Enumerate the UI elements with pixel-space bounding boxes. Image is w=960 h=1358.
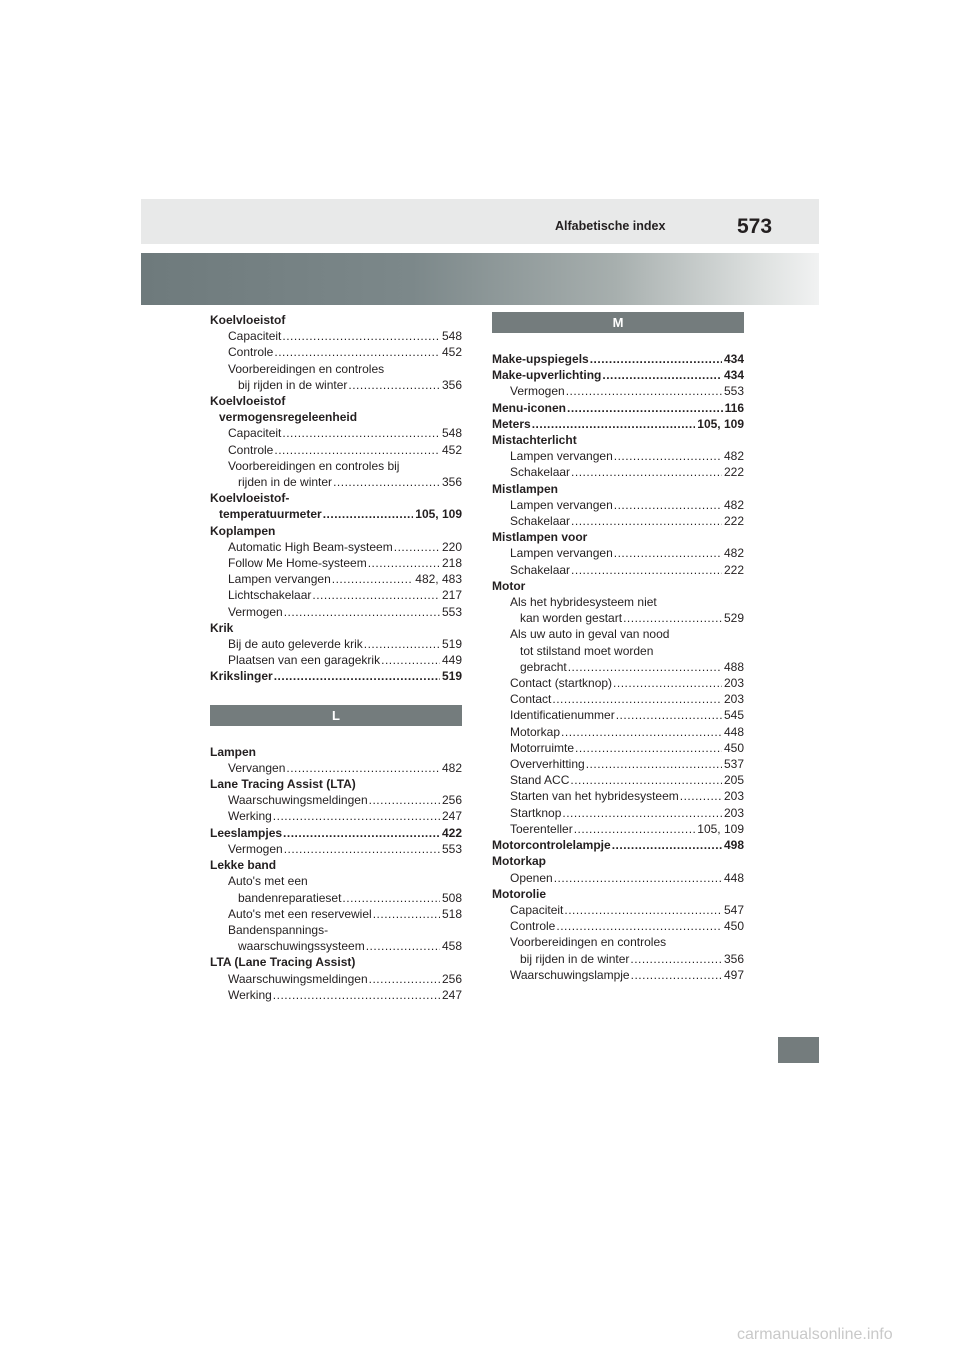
entry-label: Als uw auto in geval van nood (510, 627, 670, 642)
entry-label: Vermogen (228, 841, 283, 856)
entry-label: Controle (510, 919, 556, 934)
index-heading-entry (210, 393, 462, 409)
dot-leader (364, 636, 440, 652)
page-reference[interactable]: 518 (441, 906, 462, 921)
dot-leader (571, 464, 722, 480)
index-sub-entry (210, 922, 462, 938)
dot-leader (373, 906, 440, 922)
index-heading-entry (210, 668, 462, 684)
index-heading-entry (210, 490, 462, 506)
index-sub-entry (492, 918, 744, 934)
index-sub-entry (492, 545, 744, 561)
entry-label: Bij de auto geleverde krik (228, 637, 363, 652)
dot-leader (680, 788, 722, 804)
dot-leader (282, 425, 440, 441)
dot-leader (568, 659, 722, 675)
page-reference[interactable]: 458 (441, 939, 462, 954)
index-heading-entry (210, 744, 462, 760)
page-reference[interactable]: 482 (723, 449, 744, 464)
page-reference[interactable]: 448 (723, 724, 744, 739)
dot-leader (566, 383, 722, 399)
entry-label: Oververhitting (510, 757, 585, 772)
page-reference[interactable]: 222 (723, 514, 744, 529)
entry-label: Vermogen (510, 384, 565, 399)
page-reference[interactable]: 218 (441, 556, 462, 571)
index-heading-entry (210, 312, 462, 328)
entry-label: Vervangen (228, 760, 286, 775)
dot-leader (614, 497, 722, 513)
entry-label: Motorruimte (510, 740, 575, 755)
entry-label: Make-upverlichting (492, 368, 602, 383)
entry-label: Stand ACC (510, 773, 570, 788)
entry-label: Motorkap (492, 854, 546, 869)
entry-label: Lichtschakelaar (228, 588, 312, 603)
dot-leader (630, 951, 722, 967)
page-reference[interactable]: 203 (723, 692, 744, 707)
entry-label: Openen (510, 870, 553, 885)
page-reference[interactable]: 450 (723, 740, 744, 755)
entry-label: Motorolie (492, 886, 546, 901)
index-heading-entry (492, 481, 744, 497)
entry-label: Capaciteit (228, 426, 282, 441)
letter-heading: L (210, 705, 462, 726)
index-heading-entry (492, 367, 744, 383)
entry-label: Waarschuwingsmeldingen (228, 971, 368, 986)
index-heading-entry (492, 529, 744, 545)
entry-label: Mistachterlicht (492, 433, 577, 448)
index-sub-entry (492, 934, 744, 950)
dot-leader (556, 918, 722, 934)
entry-label: kan worden gestart (520, 611, 623, 626)
page-reference[interactable]: 519 (441, 669, 462, 684)
index-heading-entry (492, 886, 744, 902)
dot-leader (564, 902, 722, 918)
section-title: Alfabetische index (555, 219, 666, 233)
entry-label: Contact (startknop) (510, 676, 613, 691)
page-reference[interactable]: 488 (723, 659, 744, 674)
dot-leader (274, 344, 440, 360)
index-sub-entry (210, 636, 462, 652)
entry-label: temperatuurmeter (219, 507, 322, 522)
index-heading-entry (492, 853, 744, 869)
index-sub-entry (210, 792, 462, 808)
index-heading-entry (492, 400, 744, 416)
index-sub-entry (492, 756, 744, 772)
index-sub-entry (210, 652, 462, 668)
page-reference[interactable]: 434 (723, 368, 744, 383)
page-reference[interactable]: 498 (723, 838, 744, 853)
index-sub-entry (492, 643, 744, 659)
page-reference[interactable]: 482 (441, 760, 462, 775)
dot-leader (570, 772, 722, 788)
dot-leader (369, 971, 440, 987)
entry-label: Auto's met een reservewiel (228, 906, 372, 921)
index-sub-entry (210, 873, 462, 889)
entry-label: Automatic High Beam-systeem (228, 539, 393, 554)
page-reference[interactable]: 434 (723, 352, 744, 366)
entry-label: Koplampen (210, 523, 276, 538)
index-sub-entry (210, 987, 462, 1003)
index-sub-entry (492, 870, 744, 886)
index-sub-entry (210, 571, 462, 587)
entry-label: rijden in de winter (238, 475, 333, 490)
page-reference[interactable]: 116 (724, 400, 744, 415)
dot-leader (614, 448, 722, 464)
page-number: 573 (737, 215, 773, 238)
page-reference[interactable]: 482 (723, 497, 744, 512)
dot-leader (273, 808, 440, 824)
dot-leader (586, 756, 722, 772)
index-sub-entry (492, 902, 744, 918)
index-sub-entry (492, 805, 744, 821)
page-reference[interactable]: 356 (441, 377, 462, 392)
entry-label: Mistlampen (492, 481, 559, 496)
index-heading-entry (492, 837, 744, 853)
page-reference[interactable]: 247 (441, 987, 462, 1002)
entry-label: Krikslinger (210, 669, 273, 684)
dot-leader (612, 837, 722, 853)
letter-heading: M (492, 312, 744, 333)
index-sub-entry (492, 691, 744, 707)
page-reference[interactable]: 508 (441, 890, 462, 905)
entry-label: Identificatienummer (510, 708, 615, 723)
dot-leader (366, 938, 440, 954)
dot-leader (554, 870, 722, 886)
page-reference[interactable]: 452 (441, 345, 462, 360)
index-sub-entry (492, 594, 744, 610)
index-sub-entry (492, 497, 744, 513)
running-header (141, 199, 819, 244)
index-sub-entry (210, 474, 462, 490)
page-reference[interactable]: 105, 109 (415, 507, 462, 522)
dot-leader (574, 821, 696, 837)
entry-label: Startknop (510, 805, 562, 820)
entry-label: Lampen vervangen (228, 572, 331, 587)
entry-label: Mistlampen voor (492, 530, 588, 545)
page-reference[interactable]: 519 (441, 637, 462, 652)
page-reference[interactable]: 256 (441, 971, 462, 986)
watermark: carmanualsonline.info (737, 1326, 893, 1343)
dot-leader (286, 760, 440, 776)
entry-label: tot stilstand moet worden (520, 643, 654, 658)
entry-label: Als het hybridesysteem niet (510, 595, 657, 610)
dot-leader (368, 555, 440, 571)
page-reference[interactable]: 553 (441, 841, 462, 856)
entry-label: Starten van het hybridesysteem (510, 789, 679, 804)
index-sub-entry (492, 513, 744, 529)
entry-label: Lampen vervangen (510, 449, 613, 464)
index-sub-entry (210, 906, 462, 922)
index-heading-entry (210, 954, 462, 970)
dot-leader (323, 506, 414, 522)
dot-leader (332, 571, 414, 587)
entry-label: bandenreparatieset (238, 890, 342, 905)
index-sub-entry (210, 555, 462, 571)
entry-label: LTA (Lane Tracing Assist) (210, 955, 356, 970)
index-heading-entry (492, 416, 744, 432)
entry-label: Follow Me Home-systeem (228, 556, 367, 571)
page-reference[interactable]: 482 (723, 546, 744, 561)
dot-leader (552, 691, 722, 707)
index-heading-entry (210, 523, 462, 539)
entry-label: Koelvloeistof (210, 313, 286, 327)
dot-leader (274, 668, 440, 684)
dot-leader (333, 474, 440, 490)
entry-label: Krik (210, 620, 234, 635)
dot-leader (613, 675, 722, 691)
page-reference[interactable]: 356 (723, 951, 744, 966)
index-heading-entry (492, 351, 744, 367)
dot-leader (575, 740, 722, 756)
index-sub-entry (210, 328, 462, 344)
entry-label: Motor (492, 578, 526, 593)
page-reference[interactable]: 448 (723, 870, 744, 885)
page-reference[interactable]: 537 (723, 757, 744, 772)
dot-leader (342, 890, 440, 906)
dot-leader (348, 377, 440, 393)
page-reference[interactable]: 256 (441, 793, 462, 808)
index-heading-entry (492, 578, 744, 594)
page-reference[interactable]: 547 (723, 902, 744, 917)
page-reference[interactable]: 450 (723, 919, 744, 934)
entry-label: Toerenteller (510, 821, 573, 836)
entry-label: Lampen (210, 744, 257, 759)
entry-label: Werking (228, 987, 272, 1002)
entry-label: Menu-iconen (492, 400, 566, 415)
index-sub-entry (492, 610, 744, 626)
entry-label: Controle (228, 442, 274, 457)
index-sub-entry (210, 344, 462, 360)
dot-leader (614, 545, 722, 561)
entry-label: Motorkap (510, 724, 561, 739)
index-sub-entry (210, 760, 462, 776)
entry-label: Auto's met een (228, 874, 308, 889)
page-reference[interactable]: 247 (441, 809, 462, 824)
index-sub-entry (492, 675, 744, 691)
index-sub-entry (210, 587, 462, 603)
index-heading-entry (210, 857, 462, 873)
dot-leader (312, 587, 440, 603)
page-reference[interactable]: 105, 109 (697, 416, 744, 431)
index-heading-entry (210, 825, 462, 841)
index-sub-entry (492, 464, 744, 480)
entry-label: Koelvloeistof (210, 394, 286, 409)
index-sub-entry (492, 448, 744, 464)
index-sub-entry (492, 659, 744, 675)
entry-label: Leeslampjes (210, 825, 283, 840)
entry-label: bij rijden in de winter (238, 377, 348, 392)
index-sub-entry (492, 626, 744, 642)
index-sub-entry (210, 841, 462, 857)
dot-leader (273, 987, 440, 1003)
index-sub-entry (492, 562, 744, 578)
page-reference[interactable]: 545 (723, 708, 744, 723)
index-sub-entry (492, 951, 744, 967)
dot-leader (284, 604, 440, 620)
page-reference[interactable]: 553 (441, 604, 462, 619)
entry-label: Voorbereidingen en controles bij (228, 458, 400, 473)
index-sub-entry (210, 808, 462, 824)
entry-label: Plaatsen van een garagekrik (228, 653, 381, 668)
entry-label: Lampen vervangen (510, 497, 613, 512)
dot-leader (284, 841, 440, 857)
page-reference[interactable]: 553 (723, 384, 744, 399)
index-sub-entry (492, 383, 744, 399)
entry-label: Werking (228, 809, 272, 824)
index-sub-entry (210, 361, 462, 377)
index-sub-entry (492, 724, 744, 740)
entry-label: Controle (228, 345, 274, 360)
page-reference[interactable]: 422 (441, 825, 462, 840)
dot-leader (571, 562, 722, 578)
index-sub-entry (492, 740, 744, 756)
entry-label: Lane Tracing Assist (LTA) (210, 777, 356, 792)
index-sub-entry (210, 539, 462, 555)
index-column-right (492, 312, 744, 983)
page-reference[interactable]: 220 (441, 539, 462, 554)
index-sub-entry (210, 604, 462, 620)
page-reference[interactable]: 105, 109 (697, 821, 744, 836)
chapter-tab-marker (778, 1037, 819, 1063)
entry-label: Bandenspannings- (228, 922, 329, 937)
page-reference[interactable]: 217 (441, 588, 462, 603)
page-reference[interactable]: 482, 483 (415, 572, 462, 587)
dot-leader (616, 707, 722, 723)
index-sub-entry (492, 967, 744, 983)
page-reference[interactable]: 452 (441, 442, 462, 457)
page-reference[interactable]: 203 (723, 789, 744, 804)
entry-label: Motorcontrolelampje (492, 838, 611, 853)
entry-label: Capaciteit (228, 329, 282, 344)
entry-label: Schakelaar (510, 514, 571, 529)
index-heading-entry (210, 776, 462, 792)
dot-leader (381, 652, 440, 668)
page-reference[interactable]: 548 (441, 426, 462, 441)
entry-label: Make-upspiegels (492, 352, 589, 366)
index-sub-entry (492, 707, 744, 723)
page-reference[interactable]: 203 (723, 805, 744, 820)
index-sub-entry (492, 821, 744, 837)
index-sub-entry (210, 425, 462, 441)
dot-leader (532, 416, 696, 432)
dot-leader (567, 400, 723, 416)
index-column-left (210, 312, 462, 1003)
dot-leader (394, 539, 440, 555)
entry-label: Meters (492, 416, 531, 431)
entry-label: Lampen vervangen (510, 546, 613, 561)
dot-leader (562, 805, 722, 821)
dot-leader (282, 328, 440, 344)
page-reference[interactable]: 222 (723, 465, 744, 480)
page-reference[interactable]: 529 (723, 611, 744, 626)
dot-leader (561, 724, 722, 740)
dot-leader (623, 610, 722, 626)
entry-label: Lekke band (210, 858, 277, 873)
entry-label: bij rijden in de winter (520, 951, 630, 966)
page-reference[interactable]: 356 (441, 475, 462, 490)
index-sub-entry (210, 442, 462, 458)
index-sub-entry (210, 890, 462, 906)
entry-label: Voorbereidingen en controles (228, 361, 385, 376)
dot-leader (283, 825, 440, 841)
index-sub-entry (210, 377, 462, 393)
dot-leader (369, 792, 440, 808)
index-sub-entry (492, 772, 744, 788)
entry-label: Schakelaar (510, 465, 571, 480)
dot-leader (631, 967, 722, 983)
index-heading-entry (210, 620, 462, 636)
page-reference[interactable]: 449 (441, 653, 462, 668)
page-reference[interactable]: 205 (723, 773, 744, 788)
entry-label: Capaciteit (510, 902, 564, 917)
chapter-banner (141, 253, 819, 305)
index-heading-entry (492, 432, 744, 448)
entry-label: Vermogen (228, 604, 283, 619)
page-reference[interactable]: 497 (723, 967, 744, 982)
entry-label: gebracht (520, 659, 567, 674)
page-reference[interactable]: 203 (723, 676, 744, 691)
entry-label: Waarschuwingsmeldingen (228, 793, 368, 808)
dot-leader (274, 442, 440, 458)
index-sub-entry (210, 938, 462, 954)
dot-leader (602, 367, 722, 383)
entry-label: Contact (510, 692, 552, 707)
entry-label: vermogensregeleenheid (219, 410, 358, 425)
entry-label: Schakelaar (510, 562, 571, 577)
entry-label: Waarschuwingslampje (510, 967, 630, 982)
dot-leader (590, 351, 722, 367)
index-heading-entry (210, 506, 462, 522)
entry-label: Voorbereidingen en controles (510, 935, 667, 950)
entry-label: waarschuwingssysteem (238, 939, 365, 954)
index-sub-entry (492, 788, 744, 804)
index-heading-entry (210, 409, 462, 425)
entry-label: Koelvloeistof- (210, 491, 290, 506)
index-sub-entry (210, 458, 462, 474)
page-reference[interactable]: 548 (441, 329, 462, 344)
dot-leader (571, 513, 722, 529)
index-sub-entry (210, 971, 462, 987)
page-reference[interactable]: 222 (723, 562, 744, 577)
